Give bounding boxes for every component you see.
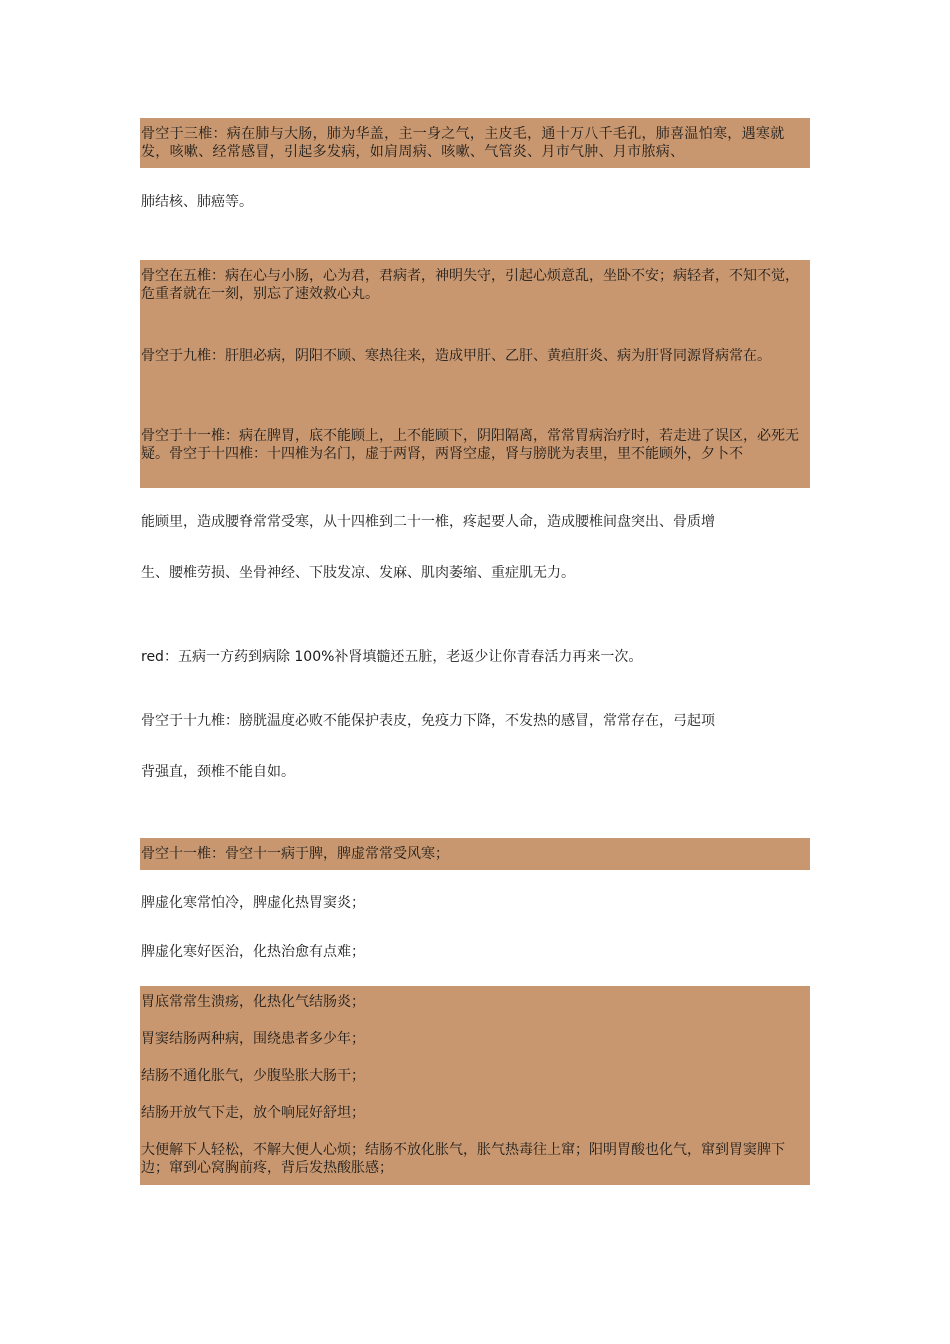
verse-line-7: 结肠开放气下走，放个响屁好舒坦； — [141, 1105, 365, 1121]
verse-line-1: 骨空十一椎：骨空十一病于脾，脾虚常常受风寒； — [141, 846, 449, 862]
paragraph-lung-diseases: 肺结核、肺癌等。 — [141, 194, 253, 210]
paragraph-three-vertebra: 骨空于三椎：病在肺与大肠，肺为华盖，主一身之气，主皮毛，通十万八千毛孔，肺喜温怕寒，遇寒就发，咳嗽、经常感冒，引起多发病，如肩周病、咳嗽、气管炎、月市气肿、月市脓病、 — [141, 126, 785, 160]
verse-line-3: 脾虚化寒好医治，化热治愈有点难； — [141, 944, 365, 960]
paragraph-five-vertebra: 骨空在五椎：病在心与小肠，心为君，君病者，神明失守，引起心烦意乱，坐卧不安；病轻者，不知不觉，危重者就在一刻，别忘了速效救心丸。 — [141, 268, 799, 302]
paragraph-nineteen-line-1: 骨空于十九椎：膀胱温度必败不能保护表皮，免疫力下降，不发热的感冒，常常存在，弓起项 — [141, 713, 715, 729]
verse-line-8: 大便解下人轻松，不解大便人心烦；结肠不放化胀气，胀气热毒往上窜；阳明胃酸也化气，窜到胃窦脾下边；窜到心窝胸前疼，背后发热酸胀感； — [141, 1142, 785, 1176]
paragraph-eleven-fourteen-vertebra: 骨空于十一椎：病在脾胃，底不能顾上，上不能顾下，阴阳隔离，常常胃病治疗时，若走进了误区，必死无疑。骨空于十四椎：十四椎为名门，虚于两肾，两肾空虚，肾与膀胱为表里，里不能顾外，夕卜不 — [141, 428, 799, 462]
verse-line-5: 胃窦结肠两种病，围绕患者多少年； — [141, 1031, 365, 1047]
paragraph-lumbar-line-2: 生、腰椎劳损、坐骨神经、下肢发凉、发麻、肌肉萎缩、重症肌无力。 — [141, 565, 575, 581]
verse-line-4: 胃底常常生溃疡，化热化气结肠炎； — [141, 994, 365, 1010]
paragraph-remedy: red：五病一方药到病除 100%补肾填髓还五脏，老返少让你青春活力再来一次。 — [141, 649, 643, 665]
verse-line-2: 脾虚化寒常怕冷，脾虚化热胃窦炎； — [141, 895, 365, 911]
paragraph-nineteen-line-2: 背强直，颈椎不能自如。 — [141, 764, 295, 780]
verse-line-6: 结肠不通化胀气，少腹坠胀大肠干； — [141, 1068, 365, 1084]
paragraph-nine-vertebra: 骨空于九椎：肝胆必病，阴阳不顾、寒热往来，造成甲肝、乙肝、黄疸肝炎、病为肝肾同源肾病常在。 — [141, 348, 771, 364]
paragraph-lumbar-line-1: 能顾里，造成腰脊常常受寒，从十四椎到二十一椎，疼起要人命，造成腰椎间盘突出、骨质增 — [141, 514, 715, 530]
